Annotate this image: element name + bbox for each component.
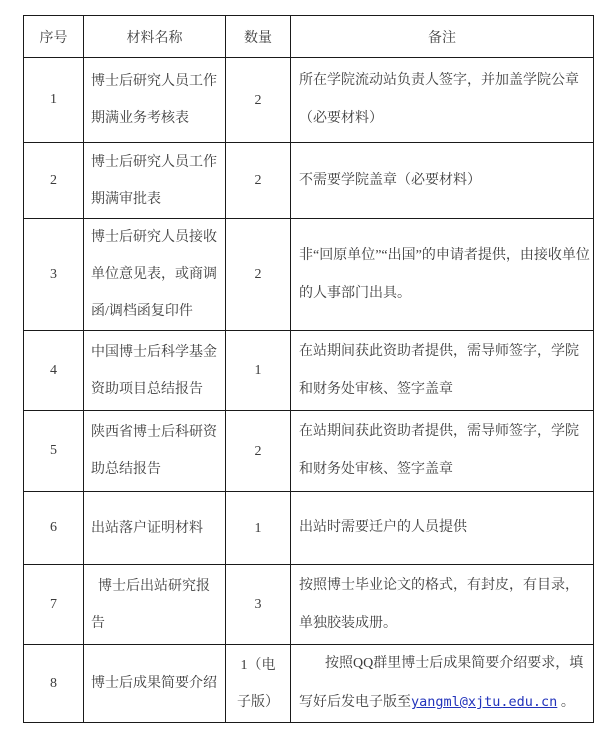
header-cell-material-name: 材料名称 [84,16,226,58]
table-header-row [24,16,594,58]
material-name-cell: 博士后研究人员工作期满审批表 [84,143,226,219]
remark-cell: 在站期间获此资助者提供，需导师签字，学院和财务处审核、签字盖章 [291,411,594,492]
quantity-cell: 2 [226,143,291,219]
material-name-cell: 中国博士后科学基金资助项目总结报告 [84,331,226,411]
material-name-cell: 陕西省博士后科研资助总结报告 [84,411,226,492]
material-name-cell: 出站落户证明材料 [84,492,226,565]
table-row [24,219,594,331]
table-row [24,565,594,645]
seq-cell: 3 [24,219,84,331]
header-cell-quantity: 数量 [226,16,291,58]
header-cell-remark: 备注 [291,16,594,58]
seq-cell: 4 [24,331,84,411]
remark-cell [291,645,594,723]
remark-cell: 所在学院流动站负责人签字，并加盖学院公章（必要材料） [291,58,594,143]
seq-cell: 5 [24,411,84,492]
header-cell-seq: 序号 [24,16,84,58]
table-row [24,645,594,723]
table-row [24,143,594,219]
seq-cell: 2 [24,143,84,219]
quantity-cell: 1（电子版） [226,645,291,723]
seq-cell: 8 [24,645,84,723]
remark-cell: 非“回原单位”“出国”的申请者提供，由接收单位的人事部门出具。 [291,219,594,331]
remark-cell: 在站期间获此资助者提供，需导师签字，学院和财务处审核、签字盖章 [291,331,594,411]
quantity-cell: 2 [226,58,291,143]
seq-cell: 6 [24,492,84,565]
material-name-cell: 博士后研究人员工作期满业务考核表 [84,58,226,143]
remark-cell: 出站时需要迁户的人员提供 [291,492,594,565]
table-row [24,331,594,411]
remark-cell: 按照博士毕业论文的格式，有封皮，有目录，单独胶装成册。 [291,565,594,645]
materials-table [23,15,594,723]
seq-cell: 7 [24,565,84,645]
material-name-cell: 博士后出站研究报告 [84,565,226,645]
remark-text: 按照QQ群里博士后成果简要介绍要求，填写好后发电子版至 [299,656,584,710]
table-row [24,58,594,143]
quantity-cell: 1 [226,492,291,565]
table-row [24,492,594,565]
quantity-cell: 2 [226,219,291,331]
seq-cell: 1 [24,58,84,143]
quantity-cell: 2 [226,411,291,492]
quantity-cell: 3 [226,565,291,645]
quantity-cell: 1 [226,331,291,411]
remark-cell: 不需要学院盖章（必要材料） [291,143,594,219]
material-name-cell: 博士后成果简要介绍 [84,645,226,723]
email-link[interactable]: yangml@xjtu.edu.cn [411,694,558,710]
remark-text-suffix: 。 [557,695,575,710]
material-name-cell: 博士后研究人员接收单位意见表，或商调函/调档函复印件 [84,219,226,331]
table-row [24,411,594,492]
